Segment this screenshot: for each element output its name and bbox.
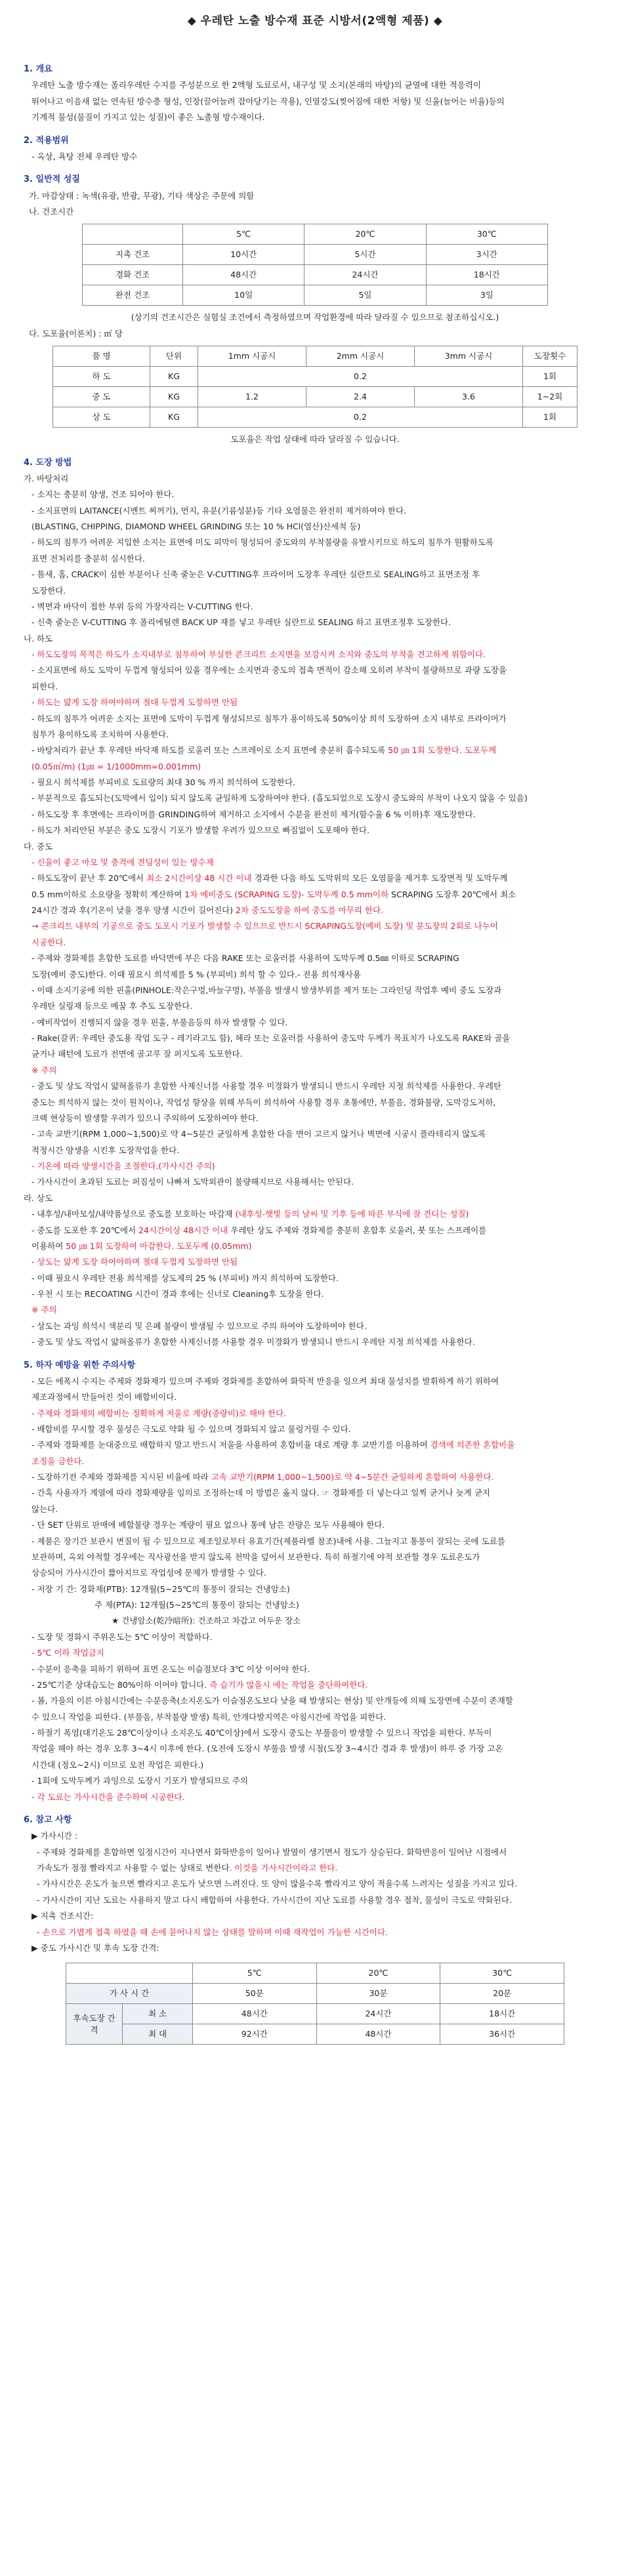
highlight-text: 고속 교반기(RPM 1,000~1,500)로 약 4~5분간 균일하게 혼합하여 사용한다. (211, 1472, 494, 1482)
sec4-line (24, 775, 606, 790)
body-text: - 주제와 경화제를 혼합한 도료를 바닥면에 부은 다음 RAKE 또는 로울러를 사용하여 도막두께 0.5㎜ 이하로 SCRAPING (32, 953, 459, 964)
sec4-line (24, 790, 606, 806)
body-text: 24시간 경과 후(기온이 낮을 경우 양생 시간이 길어진다) (32, 905, 236, 916)
table-cell: 1회 (523, 367, 578, 387)
highlight-text: 겸색에 의존한 혼합비율 (430, 1440, 515, 1450)
overview-line: 우레탄 노출 방수재는 폴리우레탄 수지를 주성분으로 한 2액형 도료로서, 내구성 및 소지(본래의 바탕)의 균열에 대한 적응력이 (32, 80, 482, 91)
body-text: - 신율이 좋고 마모 및 충격에 견딤성이 있는 방수재 (32, 857, 214, 867)
table-row (53, 367, 578, 387)
sec4-line (24, 1158, 606, 1174)
body-text: ※ 주의 (32, 1305, 57, 1315)
sec5-line (32, 1613, 606, 1629)
body-text: - 내후성/내마모성/내약품성으로 중도를 보호하는 마감재 (32, 1209, 236, 1219)
sec6-line (32, 1908, 606, 1924)
table-cell: 3일 (426, 285, 547, 306)
table-cell: 24시간 (316, 2004, 440, 2024)
body-text: 나. 하도 (24, 633, 53, 644)
body-text: 중도는 희석하지 않는 것이 원칙이나, 작업성 향상을 위해 부득이 희석하여 사용할 경우 초통에만, 부풀음, 경화불량, 도막강도저하, (32, 1097, 496, 1107)
sec4-line (24, 1334, 606, 1350)
sec5-line (32, 1454, 606, 1469)
section-method-heading: 4. 도장 방법 (24, 457, 72, 468)
body-text: - 우천 시 또는 RECOATING 시간이 경과 후에는 신너로 Cleaning후 도장을 한다. (32, 1289, 324, 1299)
body-text: 적정시간 양생을 시킨후 도장작업을 한다. (32, 1145, 180, 1155)
table-cell: 완전 건조 (83, 285, 183, 306)
sec6-line (32, 1860, 606, 1876)
body-text: 주 제(PTA): 12개월(5~25℃의 통풍이 잘되는 건냉암소) (94, 1600, 299, 1610)
body-text: 보관하며, 옥외 야적할 경우에는 직사광선을 받지 않도록 천막을 덮어서 보관한다. 특히 하절기에 야적 보관할 경우 도료온도가 (32, 1551, 480, 1562)
sec4-line (24, 823, 606, 838)
table-cell: 5일 (304, 285, 426, 306)
sec5-line (32, 1406, 606, 1421)
sec4-line (24, 935, 606, 951)
highlight-text: 2차 중도도장을 하여 중도를 마무리 한다. (236, 905, 384, 916)
dry-time-note: (상기의 건조시간은 실험실 조건에서 측정하였으며 작업환경에 따라 달라질 수 있으므로 참조하십시오.) (131, 312, 499, 323)
body-text: - 중도를 도포한 후 20℃에서 (32, 1225, 138, 1235)
sec4-line (24, 967, 606, 983)
sec4-line (24, 535, 606, 550)
sec5-line (32, 1662, 606, 1677)
sec4-line (24, 1286, 606, 1302)
table-cell: 2.4 (306, 387, 415, 407)
body-text: - 하도는 얇게 도장 하여야하며 절대 두껍게 도장하면 안됨 (32, 697, 238, 708)
highlight-text: (내후성-햇빛 등의 날씨 및 기후 등에 따른 부식에 잘 견디는 성질) (235, 1209, 469, 1219)
table-cell: KG (150, 387, 198, 407)
highlight-text: 50 ㎛ 1회 도장한다. 도포두께 (388, 745, 497, 756)
sec5-line (32, 1597, 606, 1613)
sec4-line (24, 551, 606, 567)
sec4-line (24, 1174, 606, 1190)
sec4-line (24, 695, 606, 710)
body-text: - 모든 에폭시 수지는 주제와 경화제가 있으며 주제와 경화제를 혼합하여 화학적 반응을 일으켜 최대 물성치를 발휘하게 하기 위하여 (32, 1376, 499, 1386)
dry-time-table (82, 224, 548, 306)
table-row (66, 2004, 564, 2024)
sec6-line (32, 1892, 606, 1908)
table-cell: 지촉 건조 (83, 245, 183, 265)
coverage-note: 도포율은 작업 상태에 따라 달라질 수 있습니다. (230, 434, 400, 445)
pot-life-table (66, 1963, 564, 2045)
body-text: SCRAPING 도장후 20℃에서 최소 (388, 889, 516, 899)
coverage-table (52, 346, 578, 428)
sec4-line (24, 711, 606, 727)
body-text: 침투가 용이하도록 조치하여 사용한다. (32, 729, 169, 739)
body-text: (0.05㎡/m) (1㎛ = 1/1000mm=0.001mm) (32, 761, 201, 771)
sec4-line (24, 1206, 606, 1222)
sec4-line (24, 998, 606, 1014)
body-text: - 간혹 사용자가 계열에 따라 경화제량을 임의로 조정하는데 이 방법은 옳지 않다. ☞ 경화제를 더 넣는다고 일찍 굳거나 늦게 굳지 (32, 1488, 490, 1498)
sec5-line (32, 1437, 606, 1453)
body-text: - 수분이 응축을 피하기 위하여 표면 온도는 이슬점보다 3℃ 이상 이어야 한다. (32, 1664, 310, 1674)
sec5-line (32, 1421, 606, 1437)
body-text: - 하도가 처리안된 부분은 중도 도장시 기포가 발생할 우려가 있으므로 빠짐없이 도포해야 한다. (32, 825, 370, 836)
body-text: 균거나 패턴에 도료가 전면에 골고루 잘 퍼지도록 도포한다. (32, 1049, 243, 1059)
body-text: - 기온에 따라 양생시간을 조절한다.(가사시간 주의) (32, 1161, 215, 1172)
body-text: - 주제와 경화제를 혼합하면 일정시간이 지나면서 화학반응이 일어나 발열이 생기면서 점도가 상승된다. 화학반응이 일어난 시점에서 (37, 1847, 507, 1857)
body-text: - 필요시 희석제를 부피비로 도료량의 최대 30 % 까지 희석하여 도장한다. (32, 777, 296, 788)
table-cell: 경화 건조 (83, 265, 183, 285)
reference-lines (24, 1828, 606, 1956)
body-text: - 예비작업이 진행되지 않을 경우 핀홀, 부풀음등의 하자 발생할 수 있다. (32, 1017, 288, 1027)
sec4-line (24, 903, 606, 918)
sec4-line (24, 1015, 606, 1031)
body-text: 우레탄 상도 주제와 경화제를 충분히 혼합후 로울러, 붓 또는 스프레이를 (228, 1225, 487, 1235)
sec4-line (24, 1238, 606, 1254)
body-text: - 신축 줄눈은 V-CUTTING 후 폴리에틸렌 BACK UP 재를 넣고 우레탄 실란트로 SEALING 하고 표면조정후 도장한다. (32, 617, 452, 628)
table-cell: 20분 (440, 1984, 564, 2004)
body-text: - 중도 및 상도 작업시 얇혀올류가 혼합한 사제신너를 사용할 경우 미경화가 발생되니 반드시 우레탄 지정 희석제를 사용한다. 우레탄 (32, 1081, 502, 1092)
sec5-line (32, 1773, 606, 1789)
body-text: - 가사시간이 지난 도료는 사용하지 말고 다시 배합하여 사용한다. 가사시간이 지난 도료를 사용할 경우 접착, 물성이 극도로 약화된다. (37, 1894, 512, 1905)
body-text: ※ 주의 (32, 1065, 57, 1075)
table-row (83, 265, 548, 285)
table-cell: 48시간 (316, 2024, 440, 2045)
body-text: - 1회에 도막두께가 과잉으로 도장시 기포가 발생되므로 주의 (32, 1776, 249, 1786)
table-cell: 최 소 (123, 2004, 193, 2024)
table-cell: 18시간 (426, 265, 547, 285)
body-text: 다. 중도 (24, 841, 53, 851)
body-text: - 벽면과 바닥이 접한 부위 등의 가장자리는 V-CUTTING 한다. (32, 601, 253, 611)
table-header-cell: 1mm 시공시 (198, 346, 306, 367)
body-text: 경과한 다음 하도 도막위의 모든 오염물을 제거후 도장면적 및 도막두께 (251, 873, 508, 884)
table-cell: 10일 (183, 285, 304, 306)
body-text: - 소지표면에 하도 도막이 두껍게 형성되어 있을 경우에는 소지면과 중도의 접촉 면적이 감소해 오히려 부착이 불량하므로 과량 도장을 (32, 665, 507, 676)
sec4-line (24, 1143, 606, 1158)
table-row (53, 407, 578, 428)
sec5-line (32, 1549, 606, 1565)
body-text: ▶ 가사시간 : (32, 1831, 78, 1841)
body-text: 우레탄 실링재 등으로 메꿈 후 추도 도장한다. (32, 1001, 193, 1012)
sec4-line (24, 615, 606, 630)
body-text: - 부분적으로 흡도되는(도막에서 입이) 되지 않도록 균일하게 도장하여야 한다. (흡도되었으로 도장시 중도와의 부착이 나오지 않을 수 있음) (32, 793, 528, 804)
body-text: - 가사시간은 온도가 높으면 빨라지고 온도가 낮으면 느려진다. 또 양이 많을수록 빨라지고 양이 적을수록 느려지는 성질을 가지고 있다. (37, 1879, 518, 1889)
table-cell: 24시간 (304, 265, 426, 285)
highlight-text: 24시간이상 48시간 이내 (138, 1225, 228, 1235)
body-text: ★ 건냉암소(乾冷暗所): 건조하고 차갑고 어두운 장소 (112, 1616, 301, 1626)
sec4-line (24, 1191, 606, 1206)
table-header-cell: 2mm 시공시 (306, 346, 415, 367)
sec5-line (32, 1629, 606, 1645)
body-text: - 단 SET 단위로 판매에 배합불량 경우는 계량이 필요 없으나 통에 남은 잔량은 모두 사용해야 한다. (32, 1520, 385, 1530)
sec4-line (24, 870, 606, 886)
table-header-cell (83, 224, 183, 245)
table-header-cell: 5℃ (193, 1963, 317, 1984)
sec4-line (24, 1046, 606, 1062)
table-row (83, 245, 548, 265)
body-text: 가. 바탕처리 (24, 473, 69, 483)
body-text: - 바탕처리가 끝난 후 우레탄 바닥재 하도를 로울러 또는 스프레이로 소지 표면에 충분히 흡수되도록 (32, 745, 388, 756)
table-cell: 48시간 (193, 2004, 317, 2024)
sec4-line (24, 519, 606, 535)
sec5-line (32, 1534, 606, 1549)
sec4-line (24, 887, 606, 903)
body-text: 이용하여 (32, 1240, 66, 1251)
table-header-cell (66, 1963, 193, 1984)
body-text: 라. 상도 (24, 1193, 53, 1203)
table-header-cell: 20℃ (304, 224, 426, 245)
table-cell: 중 도 (53, 387, 150, 407)
body-text: - 소지표면의 LAITANCE(시멘트 찌꺼기), 먼지, 유분(기름성분)등 기타 오염물은 완전히 제거하여야 한다. (32, 505, 407, 516)
sec4-line (24, 647, 606, 663)
overview-line: 기계적 물성(물질이 가지고 있는 성질)이 좋은 노출형 방수재이다. (32, 112, 265, 123)
body-text: - 중도 및 상도 작업시 얇혀올류가 혼합한 사제신너를 사용할 경우 미경화가 발생되니 반드시 우레탄 지정 희석제를 사용한다. (32, 1337, 475, 1347)
body-text: 가속도가 점점 빨라지고 사용할 수 없는 상태로 변한다. (37, 1863, 235, 1873)
body-text: 크랙 현상등이 발생할 우려가 있으니 주의하여 도장하여야 한다. (32, 1113, 259, 1123)
body-text: → 콘크리트 내부의 기공으로 중도 도포시 기포가 발생할 수 있으므로 반드시 SCRAPING도장(예비 도장) 및 분도장의 2회로 나누어 (32, 921, 498, 931)
sec4-line (24, 503, 606, 519)
table-header-cell: 도장횟수 (523, 346, 578, 367)
body-text: - 하도도장이 끝난 후 20℃에서 (32, 873, 147, 884)
table-header-cell: 20℃ (316, 1963, 440, 1984)
sec4-line (24, 743, 606, 758)
table-cell: KG (150, 367, 198, 387)
table-cell: 1.2 (198, 387, 306, 407)
section-overview-heading: 1. 개요 (24, 64, 52, 75)
body-text: ▶ 중도 가사시간 및 후속 도장 간격: (32, 1942, 159, 1953)
body-text: 표면 전처리를 충분히 실시한다. (32, 553, 145, 563)
sec5-line (32, 1374, 606, 1389)
table-cell: 후속도장 간격 (66, 2004, 123, 2045)
caution-lines (24, 1374, 606, 1805)
table-cell: 상 도 (53, 407, 150, 428)
body-text: - 하도도장 후 후면에는 프라이머를 GRINDING하여 제거하고 소지에서 수분을 완전히 제거(함수율 6 % 이하)후 재도장한다. (32, 809, 476, 819)
body-text: 피한다. (32, 681, 58, 691)
finish-line: 가. 마감상태 : 녹색(유광, 반광, 무광), 기타 색상은 주문에 의함 (29, 190, 255, 201)
sec5-line (32, 1725, 606, 1741)
body-text: - 도장 및 경화시 주위온도는 5℃ 이상이 적합하다. (32, 1631, 213, 1642)
sec4-line (24, 1254, 606, 1270)
overview-line: 뛰어나고 이음새 없는 연속된 방수층 형성, 인장(끌어늘려 잡아당기는 작용), 인열강도(찢어짐에 대한 저항) 및 신율(늘어는 비율)등의 (32, 96, 505, 106)
sec5-line (32, 1709, 606, 1725)
sec6-line (32, 1845, 606, 1860)
body-text: - 틈새, 홈, CRACK이 심한 부분이나 신축 줄눈은 V-CUTTING후 프라이머 도장후 우레탄 실란트로 SEALING하고 표면조정 후 (32, 569, 480, 580)
sec4-line (24, 1095, 606, 1111)
sec4-line (24, 1031, 606, 1046)
body-text: 도장(예비 중도)한다. 이때 필요시 희석제를 5 % (부피비) 희석 할 수 있다.- 전용 희석재사용 (32, 969, 361, 979)
table-cell: 50분 (193, 1984, 317, 2004)
table-header-cell: 3mm 시공시 (415, 346, 523, 367)
table-cell: 18시간 (440, 2004, 564, 2024)
body-text: - 소지는 충분히 양생, 건조 되어야 한다. (32, 489, 175, 500)
sec4-line (24, 567, 606, 583)
sec4-line (24, 679, 606, 695)
body-text: - 5℃ 이하 작업금지 (32, 1648, 104, 1658)
sec4-line (24, 855, 606, 870)
sec4-line (24, 1302, 606, 1318)
sec6-line (32, 1828, 606, 1844)
sec5-line (32, 1789, 606, 1805)
table-cell: KG (150, 407, 198, 428)
sec5-line (32, 1677, 606, 1693)
sec4-line (24, 1063, 606, 1078)
sec5-line (32, 1757, 606, 1773)
table-cell: 5시간 (304, 245, 426, 265)
sec4-line (24, 951, 606, 966)
sec6-line (32, 1925, 606, 1940)
highlight-text: 최소 2시간이상 48 시간 이내 (146, 873, 252, 884)
table-row (53, 387, 578, 407)
body-text: - 하도의 침투가 어려운 소지는 표면에 도막이 두껍게 형성되므로 침투가 용이하도록 50%이상 희석 도장하여 소지 내부로 프라이머가 (32, 713, 507, 724)
scope-line: - 옥상, 욕탕 전체 우레탄 방수 (32, 151, 138, 161)
sec4-line (24, 663, 606, 678)
sec4-line (24, 727, 606, 743)
body-text: - 이때 필요시 우레탄 전용 희석제를 상도제의 25 % (부피비) 까지 희석하여 도장한다. (32, 1273, 339, 1283)
table-cell: 36시간 (440, 2024, 564, 2045)
body-text: 0.5 mm이하로 소요량을 정확히 계산하여 (32, 889, 185, 899)
table-cell: 1회 (523, 407, 578, 428)
highlight-text: 1차 예비중도 (SCRAPING 도장)- 도막두께 0.5 mm이하 (184, 889, 389, 899)
table-header-cell: 5℃ (183, 224, 304, 245)
sec4-line (24, 583, 606, 599)
body-text: - 하절기 폭염(대기온도 28℃이상이나 소지온도 40℃이상)에서 도장시 중도는 부풀음이 발생할 수 있으니 작업을 피한다. 부득이 (32, 1728, 492, 1738)
body-text: - 주제와 경화제를 눈대중으로 배합하지 말고 반드시 저울을 사용하여 혼합비율 대로 계량 후 교반기를 이용하여 (32, 1440, 430, 1450)
body-text: (BLASTING, CHIPPING, DIAMOND WHEEL GRINDING 또는 10 % HCl(염산)산세척 등) (32, 521, 361, 532)
sec5-line (32, 1389, 606, 1405)
body-text: - Rake(갈퀴: 우레탄 중도용 작업 도구 - 레기라고도 함), 헤라 또는 로울러를 사용하여 중도막 두께가 목표치가 나오도록 RAKE와 골을 (32, 1033, 511, 1044)
body-text: - 고속 교반기(RPM 1,000~1,500)로 약 4~5분간 균일하게 혼합한 다음 면이 고르지 않거나 벽면에 시공시 플라테리지 않도록 (32, 1129, 486, 1139)
body-text: - 각 도료는 가사시간을 준수하여 시공한다. (32, 1791, 185, 1802)
highlight-text: 조정을 금한다. (32, 1456, 85, 1466)
highlight-text: 즉 습기가 많을시 에는 작업을 중단하여한다. (209, 1679, 368, 1690)
sec4-line (24, 1223, 606, 1238)
body-text: - 손으로 가볍게 접촉 하였을 때 손에 묻어나지 않는 상태를 말하며 이때 재작업이 가능한 시간이다. (37, 1927, 388, 1937)
body-text: - 저장 기 간: 경화제(PTB): 12개월(5~25℃의 통풍이 잘되는 건냉암소) (32, 1584, 290, 1594)
body-text: - 배합비를 무시할 경우 물성은 극도로 약화 될 수 있으며 경화되지 않고 물렁거릴 수 있다. (32, 1423, 351, 1434)
sec6-line (32, 1940, 606, 1956)
sec4-line (24, 1078, 606, 1094)
section-caution-heading: 5. 하자 예방을 위한 주의사항 (24, 1360, 136, 1370)
section-properties-heading: 3. 일반적 성질 (24, 174, 80, 185)
table-cell: 0.2 (198, 367, 523, 387)
sec5-line (32, 1741, 606, 1757)
body-text: 도장한다. (32, 585, 66, 596)
body-text: - 도장하기전 주제와 경화제를 지시된 비율에 따라 (32, 1472, 211, 1482)
body-text: - 하도도장의 목적은 하도가 소지내부로 침투하여 부실한 콘크리트 소지면을 보강시켜 소지와 중도의 부착을 견고하게 위함이다. (32, 649, 486, 660)
table-cell: 92시간 (193, 2024, 317, 2045)
table-header-cell: 30℃ (426, 224, 547, 245)
sec4-line (24, 471, 606, 487)
table-cell: 하 도 (53, 367, 150, 387)
highlight-text: 이것을 가사시간이라고 한다. (234, 1863, 338, 1873)
table-row (66, 2024, 564, 2045)
sec4-line (24, 1126, 606, 1142)
table-cell: 1~2회 (523, 387, 578, 407)
method-lines (24, 471, 606, 1351)
document-title: ◆ 우레탄 노출 방수재 표준 시방서(2액형 제품) ◆ (187, 14, 443, 28)
body-text: 작업을 해야 하는 경우 오후 3~4시 이후에 한다. (오전에 도장시 부풀음 발생 시점(도장 3~4시간 경과 후 발생)이 하루 중 가장 고온 (32, 1744, 503, 1754)
table-cell: 0.2 (198, 407, 523, 428)
body-text: - 이때 소지기공에 의한 핀홀(PINHOLE:작은구멍,바늘구멍), 부풀음 발생시 발생부위를 제거 또는 그라인딩 작업후 예비 중도 도장과 (32, 985, 502, 995)
table-header-cell: 30℃ (440, 1963, 564, 1984)
sec4-line (24, 839, 606, 855)
table-cell: 3시간 (426, 245, 547, 265)
sec5-line (32, 1565, 606, 1581)
sec4-line (24, 487, 606, 502)
table-cell: 최 대 (123, 2024, 193, 2045)
section-scope-heading: 2. 적용범위 (24, 135, 69, 146)
body-text: - 상도는 얇게 도장 하여야하며 절대 두껍게 도장하면 안됨 (32, 1257, 238, 1267)
sec4-line (24, 1271, 606, 1286)
body-text: ▶ 지촉 건조시간: (32, 1911, 94, 1921)
sec4-line (24, 759, 606, 775)
sec4-line (24, 599, 606, 615)
sec4-line (24, 807, 606, 823)
highlight-text: 50 ㎛ 1회 도장하여 마감한다. 도포두께 (0.05mm) (66, 1240, 252, 1251)
body-text: - 25℃기준 상대습도는 80%이하 이어야 합니다. (32, 1679, 210, 1690)
sec4-line (24, 918, 606, 934)
sec5-line (32, 1502, 606, 1517)
table-cell: 30분 (316, 1984, 440, 2004)
sec5-line (32, 1693, 606, 1709)
body-text: - 봄, 가을의 이른 아침시간에는 수분응축(소지온도가 이슬점온도보다 낮을 때 발생되는 현상) 및 안개등에 의해 도장면에 수분이 존재할 (32, 1696, 513, 1706)
sec5-line (32, 1517, 606, 1533)
body-text: 제조과정에서 만들어진 것이 배합비이다. (32, 1392, 177, 1402)
body-text: 않는다. (32, 1503, 58, 1514)
table-cell: 3.6 (415, 387, 523, 407)
sec5-line (32, 1485, 606, 1501)
table-cell: 10시간 (183, 245, 304, 265)
body-text: 상승되어 가사시간이 짧아지므로 작업성에 문제가 발생할 수 있다. (32, 1568, 266, 1578)
body-text: - 하도의 침투가 어려운 지입한 소지는 표면에 미도 피막이 형성되어 중도와의 부착불량을 유발시키므로 하도의 침투가 원활하도록 (32, 537, 494, 548)
body-text: 수 있으니 작업을 피한다. (부풀음, 부착불량 발생) 특히, 안개다발지역은 아침시간에 작업을 피한다. (32, 1711, 387, 1722)
sec4-line (24, 1111, 606, 1126)
body-text: - 상도는 과잉 희석시 색분리 및 은폐 불량이 발생될 수 있으므로 주의 하여야 도장하여야 한다. (32, 1320, 367, 1331)
coverage-line: 다. 도포율(이론치) : ㎡ 당 (29, 328, 123, 338)
table-cell: 48시간 (183, 265, 304, 285)
table-row (83, 285, 548, 306)
sec4-line (24, 983, 606, 998)
sec6-line (32, 1876, 606, 1892)
body-text: - 가사시간이 초과된 도료는 퍼짐성이 나빠져 도막외관이 불량해지므로 사용해서는 안된다. (32, 1177, 354, 1187)
sec5-line (32, 1645, 606, 1661)
body-text: 시공한다. (32, 937, 66, 947)
table-cell: 가 사 시 간 (66, 1984, 193, 2004)
body-text: 시간대 (정오~2시) 이므로 오전 작업은 피한다.) (32, 1759, 204, 1770)
table-header-cell: 단위 (150, 346, 198, 367)
sec5-line (32, 1469, 606, 1485)
sec4-line (24, 631, 606, 647)
table-header-cell: 품 명 (53, 346, 150, 367)
table-row (66, 1984, 564, 2004)
body-text: - 주제와 경화제의 배합비는 정확하게 저울로 계량(중량비)로 해야 한다. (32, 1408, 287, 1418)
body-text: - 제품은 장기간 보관시 변질이 될 수 있으므로 제조일로부터 유효기간(제품라벨 참조)내에 사용. 그늘지고 통풍이 잘되는 곳에 도료를 (32, 1536, 505, 1546)
section-reference-heading: 6. 참고 사항 (24, 1814, 72, 1825)
sec4-line (24, 1319, 606, 1334)
sec5-line (32, 1582, 606, 1597)
dry-time-line: 나. 건조시간 (29, 207, 74, 217)
